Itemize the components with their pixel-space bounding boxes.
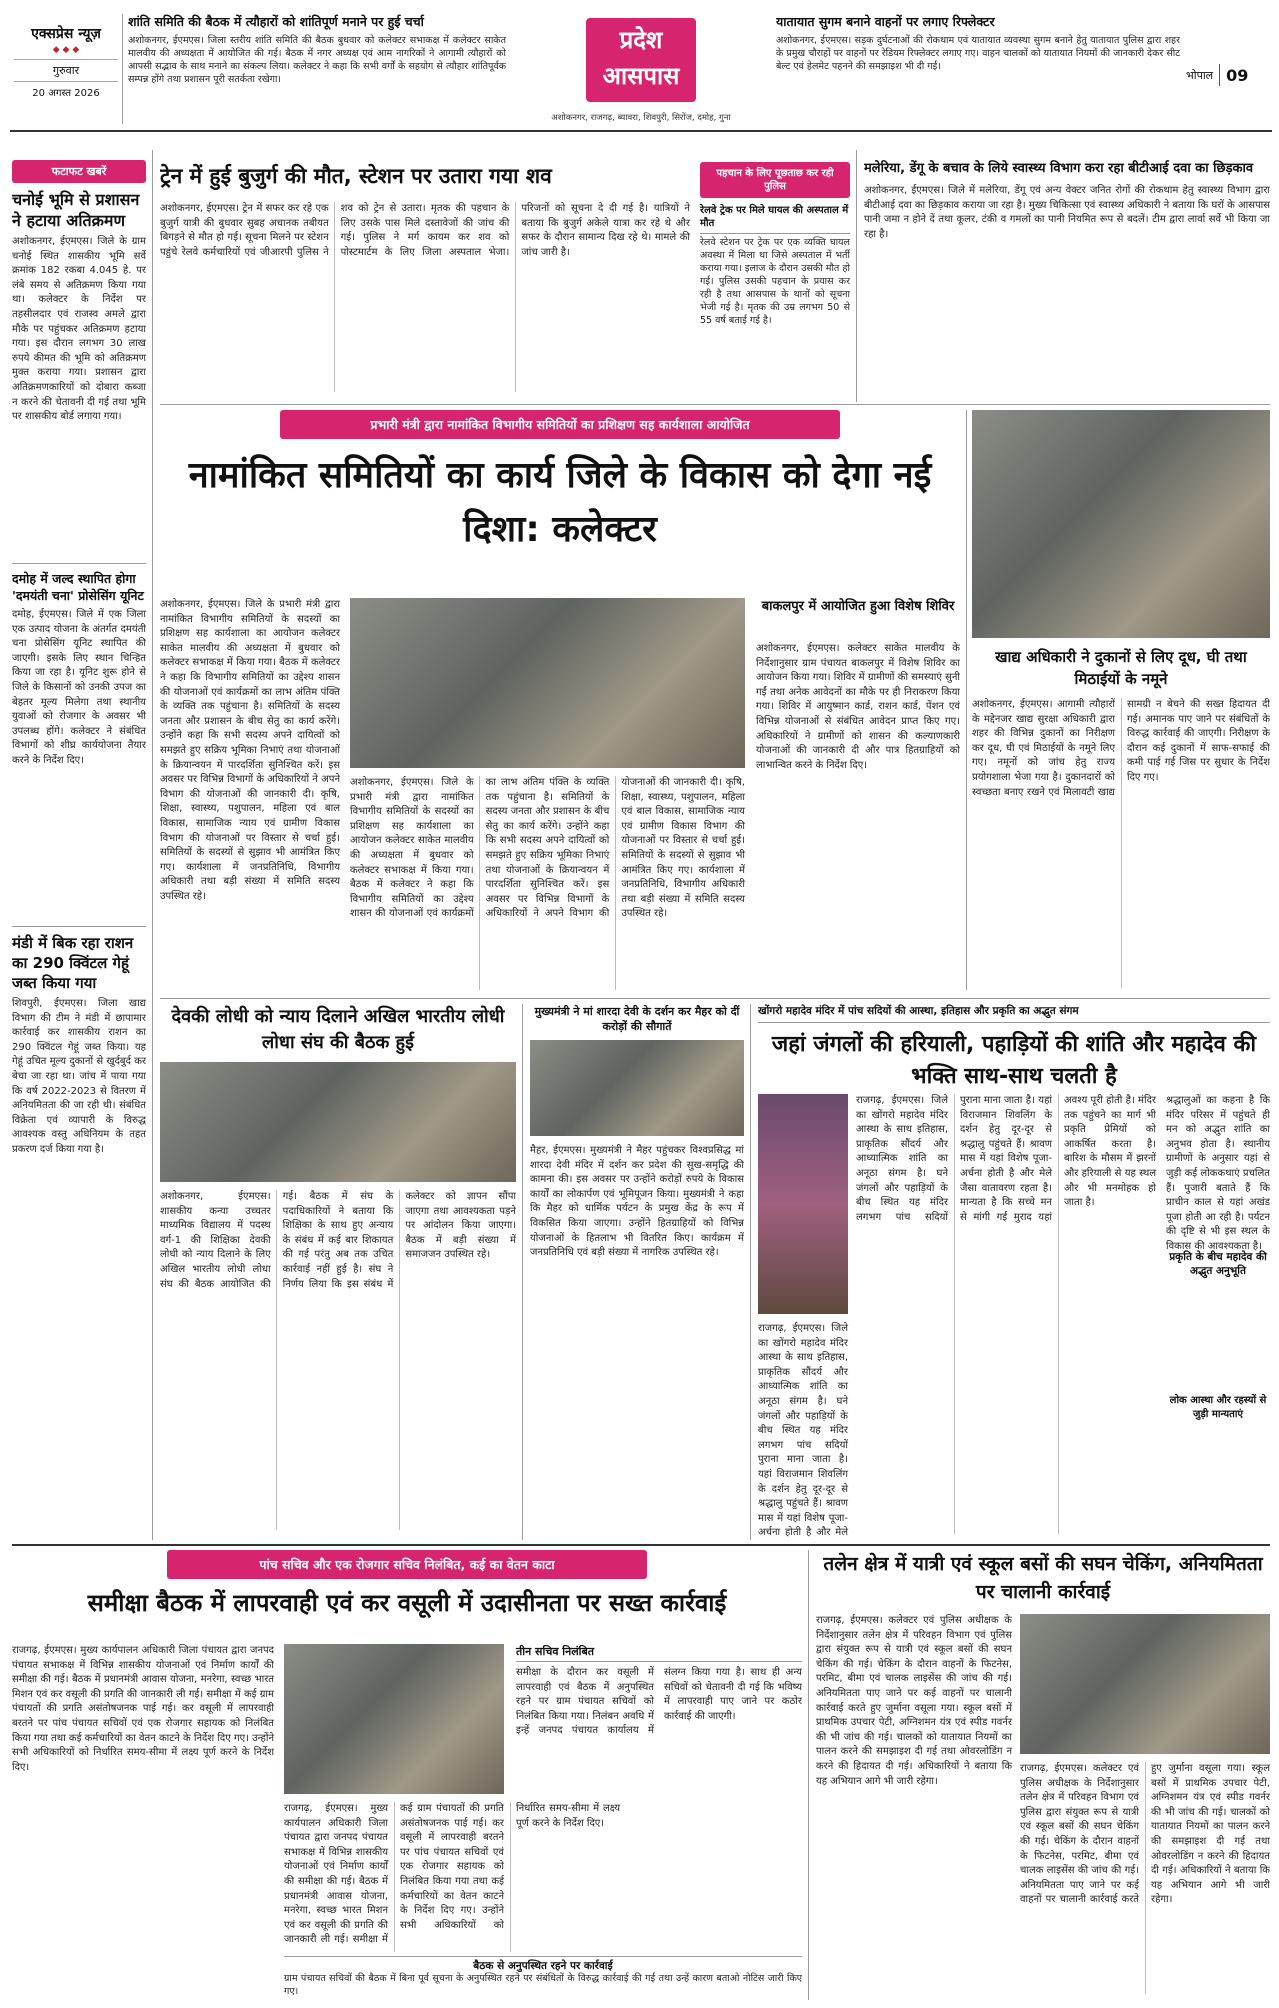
top-right-body: अशोकनगर, ईएमएस। सड़क दुर्घटनाओं की रोकथाम एवं यातायात व्यवस्था सुगम बनाने हेतु यातायात पुलिस द्वारा शहर के प्रमुख चौराहों पर वाहनों पर रेडियम रिफ्लेक्टर लगाए गए। वाहन चालकों को यातायात नियमों की जानकारी देकर सीट बेल्ट एवं हेलमेट पहनने की समझाइश भी दी गई। (776, 35, 1180, 72)
lead-story (160, 410, 960, 995)
review-body-left: राजगढ़, ईएमएस। मुख्य कार्यपालन अधिकारी जिला पंचायत द्वारा जनपद पंचायत सभाकक्ष में विभिन्न शासकीय योजनाओं एवं निर्माण कार्यों की समीक्षा की गई। बैठक में प्रधानमंत्री आवास योजना, मनरेगा, स्वच्छ भारत मिशन एवं कर वसूली की प्रगति की जानकारी ली गई। समीक्षा में कई ग्राम पंचायतों की प्रगति असंतोषजनक पाई गई। कर वसूली में लापरवाही बरतने पर पांच पंचायत सचिवों एवं एक रोजगार सहायक को निलंबित किया गया तथा कई कर्मचारियों का वेतन काटने के निर्देश दिए गए। उन्होंने सभी अधिकारियों को निर्धारित समय-सीमा में लक्ष्य पूर्ण करने के निर्देश दिए। (12, 1645, 278, 1773)
temple-body-right-2: राजगढ़, ईएमएस। जिले का खोंगरो महादेव मंदिर आस्था के साथ इतिहास, प्राकृतिक सौंदर्य और आध्यात्मिक शांति का अनूठा संगम है। घने जंगलों और पहाड़ियों के बीच स्थित यह मंदिर लगभग पांच सदियों पुराना माना जाता है। यहां विराजमान शिवलिंग के दर्शन हेतु दूर-दूर से श्रद्धालु पहुंचते हैं। श्रावण मास में यहां विशेष पूजा-अर्चना होती है और मेले (758, 1323, 848, 1539)
train-tag-2: रेलवे ट्रेक पर मिले घायल की अस्पताल में मौत (700, 204, 850, 234)
top-left-story (128, 14, 506, 122)
page-meta (1186, 60, 1272, 90)
temple-photo (758, 1094, 848, 1314)
masthead-left (14, 14, 118, 126)
section-districts: अशोकनगर, राजगढ़, ब्यावरा, शिवपुरी, सिरोंज, दमोह, गुना (551, 113, 731, 123)
brand-dots-icon: ◆ ◆ ◆ (52, 45, 80, 55)
lodhi-body: अशोकनगर, ईएमएस। शासकीय कन्या उच्चतर माध्यमिक विद्यालय में पदस्थ वर्ग-1 की शिक्षिका देवकी लोधी को न्याय दिलाने के लिए अखिल भारतीय लोधी लोधा संघ की बैठक आयोजित की गई। बैठक में संघ के पदाधिकारियों ने बताया कि शिक्षिका के साथ हुए अन्याय के संबंध में कई बार शिकायत की गई परंतु अब तक उचित कार्रवाई नहीं हुई है। संघ ने निर्णय लिया कि इस संबंध में कलेक्टर को ज्ञापन सौंपा जाएगा तथा आवश्यकता पड़ने पर आंदोलन किया जाएगा। बैठक में बड़ी संख्या में समाजजन उपस्थित रहे। (160, 1191, 516, 1290)
bus-body-right: राजगढ़, ईएमएस। कलेक्टर एवं पुलिस अधीक्षक के निर्देशानुसार तलेन क्षेत्र में परिवहन विभाग एवं पुलिस द्वारा संयुक्त रूप से यात्री एवं स्कूल बसों की सघन चेकिंग की गई। चेकिंग के दौरान वाहनों के फिटनेस, परमिट, बीमा एवं चालक लाइसेंस की जांच की गई। अनियमितता पाए जाने पर कई वाहनों पर चालानी कार्रवाई करते हुए जुर्माना वसूला गया। स्कूल बसों में प्राथमिक उपचार पेटी, अग्निशमन यंत्र एवं स्पीड गवर्नर की भी जांच की गई। चालकों को यातायात नियमों का पालन करने की समझाइश दी गई तथा ओवरलोडिंग न करने की हिदायत दी गई। अधिकारियों ने बताया कि यह अभियान आगे भी जारी रहेगा। (1020, 1763, 1270, 1906)
issue-day: गुरुवार (14, 59, 118, 78)
review-headline: समीक्षा बैठक में लापरवाही एवं कर वसूली में उदासीनता पर सख्त कार्रवाई (87, 1589, 727, 1617)
section-title-2: आसपास (602, 62, 680, 90)
issue-date: 20 अगस्त 2026 (14, 81, 118, 99)
lead-body-left: अशोकनगर, ईएमएस। जिले के प्रभारी मंत्री द्वारा नामांकित विभागीय समितियों के सदस्यों का प्रशिक्षण सह कार्यशाला का आयोजन कलेक्टर साकेत मालवीय की अध्यक्षता में बुधवार को कलेक्टर सभाकक्ष में किया गया। बैठक में कलेक्टर ने कहा कि विभागीय समितियों का उद्देश्य शासन की योजनाओं एवं कार्यक्रमों का लाभ अंतिम पंक्ति के व्यक्ति तक पहुंचाना है। समितियों के सदस्य जनता और प्रशासन के बीच सेतु का कार्य करेंगे। उन्होंने कहा कि सभी सदस्य अपने दायित्वों को समझते हुए सक्रिय भूमिका निभाएं तथा योजनाओं के क्रियान्वयन में पारदर्शिता सुनिश्चित करें। इस अवसर पर विभिन्न विभागों के अधिकारियों ने अपने विभाग की योजनाओं की जानकारी दी। कृषि, शिक्षा, स्वास्थ्य, पशुपालन, महिला एवं बाल विकास, सामाजिक न्याय एवं ग्रामीण विकास विभाग की योजनाओं पर विस्तार से चर्चा हुई। समितियों के सदस्यों से सुझाव भी आमंत्रित किए गए। कार्यशाला में जनप्रतिनिधि, विभागीय अधिकारी तथा बड़ी संख्या में समिति सदस्य उपस्थित रहे। (160, 599, 344, 902)
top-right-headline: यातायात सुगम बनाने वाहनों पर लगाए रिफ्लेक्टर (776, 14, 995, 29)
lead-side-body: अशोकनगर, ईएमएस। कलेक्टर साकेत मालवीय के निर्देशानुसार ग्राम पंचायत बाकलपुर में विशेष शिविर का आयोजन किया गया। शिविर में ग्रामीणों की समस्याएं सुनी गईं तथा अनेक आवेदनों का मौके पर ही निराकरण किया गया। शिविर में आयुष्मान कार्ड, राशन कार्ड, पेंशन एवं विभिन्न योजनाओं से संबंधित आवेदन प्राप्त किए गए। अधिकारियों ने ग्रामीणों को शासन की कल्याणकारी योजनाओं की जानकारी दी और पात्र हितग्राहियों को लाभान्वित करने के निर्देश दिए। (756, 643, 960, 771)
sidebar-headline-3: मंडी में बिक रहा राशन का 290 क्विंटल गेहूं जब्त किया गया (12, 934, 134, 992)
top-right-story (776, 14, 1180, 122)
bus-photo (1020, 1614, 1270, 1754)
temple-subhead-2: लोक आस्था और रहस्यों से जुड़ी मान्यताएं (1169, 1395, 1267, 1420)
temple-subhead-1: प्रकृति के बीच महादेव की अद्भुत अनुभूति (1169, 1251, 1267, 1277)
bus-story (816, 1550, 1270, 2000)
sidebar-headline-1: चनोई भूमि से प्रशासन ने हटाया अतिक्रमण (12, 190, 140, 230)
malaria-headline: मलेरिया, डेंगू के बचाव के लिये स्वास्थ्य विभाग करा रहा बीटीआई दवा का छिड़काव (864, 161, 1254, 176)
train-tag-1: पहचान के लिए पूछताछ कर रही पुलिस (700, 162, 850, 198)
train-body-2: रेलवे स्टेशन पर ट्रेक पर एक व्यक्ति घायल अवस्था में मिला था जिसे अस्पताल में भर्ती कराया गया। इलाज के दौरान उसकी मौत हो गई। पुलिस उसकी पहचान के प्रयास कर रही है तथा आसपास के थानों को सूचना भेजी गई है। मृतक की उम्र लगभग 50 से 55 वर्ष बताई गई है। (700, 237, 850, 326)
sidebar-body-3: शिवपुरी, ईएमएस। जिला खाद्य विभाग की टीम ने मंडी में छापामार कार्रवाई कर शासकीय राशन का 290 क्विंटल गेहूं जब्त किया। यह गेहूं उचित मूल्य दुकानों से खुर्दबुर्द कर बेचा जा रहा था। जांच में पाया गया कि वर्ष 2022-2023 से वितरण में अनियमितता की जा रही थी। संबंधित विक्रेता एवं व्यापारी के विरुद्ध आवश्यक वस्तु अधिनियम के तहत प्रकरण दर्ज किया गया है। (12, 998, 146, 1155)
section-title-1: प्रदेश (619, 26, 663, 54)
train-headline: ट्रेन में हुई बुजुर्ग की मौत, स्टेशन पर उतारा गया शव (160, 164, 552, 188)
food-headline: खाद्य अधिकारी ने दुकानों से लिए दूध, घी तथा मिठाईयों के नमूने (995, 648, 1247, 688)
sidebar-headline-2: दमोह में जल्द स्थापित होगा 'दमयंती चना' प्रोसेसिंग यूनिट (12, 571, 144, 603)
cm-headline: मुख्यमंत्री ने मां शारदा देवी के दर्शन कर मैहर को दीं करोड़ों की सौगातें (534, 1005, 740, 1033)
bus-headline: तलेन क्षेत्र में यात्री एवं स्कूल बसों की सघन चेकिंग, अनियमितता पर चालानी कार्रवाई (823, 1553, 1263, 1603)
lead-side-headline: बाकलपुर में आयोजित हुआ विशेष शिविर (761, 599, 955, 614)
sidebar-body-2: दमोह, ईएमएस। जिले में एक जिला एक उत्पाद योजना के अंतर्गत दमयंती चना प्रोसेसिंग यूनिट स्थापित की जाएगी। इसके लिए स्थान चिन्हित किया जा रहा है। यूनिट शुरू होने से जिले के किसानों को उनकी उपज का बेहतर मूल्य मिलेगा तथा स्थानीय युवाओं को रोजगार के अवसर भी उपलब्ध होंगे। कलेक्टर ने संबंधित विभागों को शीघ्र कार्ययोजना तैयार करने के निर्देश दिए। (12, 609, 146, 766)
malaria-body: अशोकनगर, ईएमएस। जिले में मलेरिया, डेंगू एवं अन्य वेक्टर जनित रोगों की रोकथाम हेतु स्वास्थ्य विभाग द्वारा बीटीआई दवा का छिड़काव कराया जा रहा है। मुख्य चिकित्सा एवं स्वास्थ्य अधिकारी ने बताया कि घरों के आसपास पानी जमा न होने दें तथा कूलर, टंकी व गमलों का पानी नियमित रूप से बदलें। टीम द्वारा लार्वा सर्वे भी किया जा रहा है। (864, 185, 1270, 240)
bus-body-left: राजगढ़, ईएमएस। कलेक्टर एवं पुलिस अधीक्षक के निर्देशानुसार तलेन क्षेत्र में परिवहन विभाग एवं पुलिस द्वारा संयुक्त रूप से यात्री एवं स्कूल बसों की सघन चेकिंग की गई। चेकिंग के दौरान वाहनों के फिटनेस, परमिट, बीमा एवं चालक लाइसेंस की जांच की गई। अनियमितता पाए जाने पर कई वाहनों पर चालानी कार्रवाई करते हुए जुर्माना वसूला गया। स्कूल बसों में प्राथमिक उपचार पेटी, अग्निशमन यंत्र एवं स्पीड गवर्नर की भी जांच की गई। चालकों को यातायात नियमों का पालन करने की समझाइश दी गई तथा ओवरलोडिंग न करने की हिदायत दी गई। अधिकारियों ने बताया कि यह अभियान आगे भी जारी रहेगा। (816, 1615, 1016, 1787)
temple-kicker: खोंगरो महादेव मंदिर में पांच सदियों की आस्था, इतिहास और प्रकृति का अद्भुत संगम (758, 1004, 1270, 1023)
food-photo (972, 410, 1270, 638)
temple-headline: जहां जंगलों की हरियाली, पहाड़ियों की शांति और महादेव की भक्ति साथ-साथ चलती है (771, 1032, 1257, 1089)
page-number: 09 (1226, 65, 1249, 85)
temple-body-right: श्रद्धालुओं का कहना है कि मंदिर परिसर में पहुंचते ही मन को अद्भुत शांति का अनुभव होता है। स्थानीय ग्रामीणों के अनुसार यहां से जुड़ी कई लोककथाएं प्रचलित हैं। पुजारी बताते हैं कि प्राचीन काल से यहां अखंड पूजा होती आ रही है। पर्यटन की दृष्टि से भी इस स्थल के विकास की आवश्यकता है। (1166, 1095, 1270, 1252)
lead-headline: नामांकित समितियों का कार्य जिले के विकास को देगा नई दिशा: कलेक्टर (188, 455, 932, 550)
news-sidebar (12, 160, 146, 1540)
lead-photo (350, 598, 745, 768)
review-photo (284, 1644, 504, 1794)
cm-photo (530, 1040, 744, 1136)
review-kicker: पांच सचिव और एक रोजगार सचिव निलंबित, कई का वेतन काटा (167, 1550, 647, 1579)
train-body: अशोकनगर, ईएमएस। ट्रेन में सफर कर रहे एक बुजुर्ग यात्री की बुधवार सुबह अचानक तबीयत बिगड़ने से मौत हो गई। सूचना मिलने पर स्टेशन पहुंचे रेलवे कर्मचारियों एवं जीआरपी पुलिस ने शव को ट्रेन से उतारा। मृतक की पहचान के लिए उसके पास मिले दस्तावेजों की जांच की गई। पुलिस ने मर्ग कायम कर शव को पोस्टमार्टम के लिए जिला अस्पताल भेजा। परिजनों को सूचना दे दी गई है। यात्रियों ने बताया कि बुजुर्ग अकेले यात्रा कर रहे थे और सफर के दौरान सामान्य दिख रहे थे। मामले की जांच जारी है। (160, 203, 694, 258)
review-story (12, 1550, 802, 2000)
review-box-body: समीक्षा के दौरान कर वसूली में लापरवाही एवं बैठक में अनुपस्थित रहने पर ग्राम पंचायत सचिवों को निलंबित किया गया। निलंबन अवधि में इन्हें जनपद पंचायत कार्यालय में संलग्न किया गया है। साथ ही अन्य सचिवों को चेतावनी दी गई कि भविष्य में लापरवाही पाए जाने पर कठोर कार्रवाई की जाएगी। (516, 1667, 802, 1737)
review-box-head: तीन सचिव निलंबित (516, 1644, 802, 1662)
food-body: अशोकनगर, ईएमएस। आगामी त्यौहारों के मद्देनजर खाद्य सुरक्षा अधिकारी द्वारा शहर की विभिन्न दुकानों का निरीक्षण कर दूध, घी एवं मिठाईयों के नमूने लिए गए। नमूनों को जांच हेतु राज्य प्रयोगशाला भेजा गया है। दुकानदारों को स्वच्छता बनाए रखने एवं मिलावटी खाद्य सामग्री न बेचने की सख्त हिदायत दी गई। अमानक पाए जाने पर संबंधितों के विरुद्ध कार्रवाई की जाएगी। निरीक्षण के दौरान कई दुकानों में साफ-सफाई की कमी पाई गई जिस पर सुधार के निर्देश दिए गए। (972, 699, 1270, 798)
lead-body-bottom: अशोकनगर, ईएमएस। जिले के प्रभारी मंत्री द्वारा नामांकित विभागीय समितियों के सदस्यों का प्रशिक्षण सह कार्यशाला का आयोजन कलेक्टर साकेत मालवीय की अध्यक्षता में बुधवार को कलेक्टर सभाकक्ष में किया गया। बैठक में कलेक्टर ने कहा कि विभागीय समितियों का उद्देश्य शासन की योजनाओं एवं कार्यक्रमों का लाभ अंतिम पंक्ति के व्यक्ति तक पहुंचाना है। समितियों के सदस्य जनता और प्रशासन के बीच सेतु का कार्य करेंगे। उन्होंने कहा कि सभी सदस्य अपने दायित्वों को समझते हुए सक्रिय भूमिका निभाएं तथा योजनाओं के क्रियान्वयन में पारदर्शिता सुनिश्चित करें। इस अवसर पर विभिन्न विभागों के अधिकारियों ने अपने विभाग की योजनाओं की जानकारी दी। कृषि, शिक्षा, स्वास्थ्य, पशुपालन, महिला एवं बाल विकास, सामाजिक न्याय एवं ग्रामीण विकास विभाग की योजनाओं पर विस्तार से चर्चा हुई। समितियों के सदस्यों से सुझाव भी आमंत्रित किए गए। कार्यशाला में जनप्रतिनिधि, विभागीय अधिकारी तथा बड़ी संख्या में समिति सदस्य उपस्थित रहे। (350, 777, 749, 920)
review-body-mid: राजगढ़, ईएमएस। मुख्य कार्यपालन अधिकारी जिला पंचायत द्वारा जनपद पंचायत सभाकक्ष में विभिन्न शासकीय योजनाओं एवं निर्माण कार्यों की समीक्षा की गई। बैठक में प्रधानमंत्री आवास योजना, मनरेगा, स्वच्छ भारत मिशन एवं कर वसूली की प्रगति की जानकारी ली गई। समीक्षा में कई ग्राम पंचायतों की प्रगति असंतोषजनक पाई गई। कर वसूली में लापरवाही बरतने पर पांच पंचायत सचिवों एवं एक रोजगार सहायक को निलंबित किया गया तथा कई कर्मचारियों का वेतन काटने के निर्देश दिए गए। उन्होंने सभी अधिकारियों को निर्धारित समय-सीमा में लक्ष्य पूर्ण करने के निर्देश दिए। (284, 1803, 624, 1946)
cm-body: मैहर, ईएमएस। मुख्यमंत्री ने मैहर पहुंचकर विश्वप्रसिद्ध मां शारदा देवी मंदिर में दर्शन कर प्रदेश की सुख-समृद्धि की कामना की। इस अवसर पर उन्होंने करोड़ों रुपये के विकास कार्यों का लोकार्पण एवं भूमिपूजन किया। मुख्यमंत्री ने कहा कि मैहर को धार्मिक पर्यटन के प्रमुख केंद्र के रूप में विकसित किया जाएगा। उन्होंने हितग्राहियों को विभिन्न योजनाओं के हितलाभ भी वितरित किए। कार्यक्रम में जनप्रतिनिधि एवं बड़ी संख्या में नागरिक उपस्थित रहे। (530, 1145, 744, 1259)
malaria-story (864, 160, 1270, 400)
sidebar-tag: फटाफट खबरें (12, 160, 146, 183)
review-strip-head: बैठक से अनुपस्थित रहने पर कार्रवाई (284, 1956, 802, 1973)
temple-body: राजगढ़, ईएमएस। जिले का खोंगरो महादेव मंदिर आस्था के साथ इतिहास, प्राकृतिक सौंदर्य और आध्यात्मिक शांति का अनूठा संगम है। घने जंगलों और पहाड़ियों के बीच स्थित यह मंदिर लगभग पांच सदियों पुराना माना जाता है। यहां विराजमान शिवलिंग के दर्शन हेतु दूर-दूर से श्रद्धालु पहुंचते हैं। श्रावण मास में यहां विशेष पूजा-अर्चना होती है और मेले जैसा वातावरण रहता है। मान्यता है कि सच्चे मन से मांगी गई मुराद यहां अवश्य पूरी होती है। मंदिर तक पहुंचने का मार्ग भी प्रकृति प्रेमियों को आकर्षित करता है। बारिश के मौसम में झरनों और हरियाली से यह स्थल और भी मनमोहक हो जाता है। (856, 1095, 1160, 1223)
lead-kicker: प्रभारी मंत्री द्वारा नामांकित विभागीय समितियों का प्रशिक्षण सह कार्यशाला आयोजित (280, 410, 840, 439)
top-left-body: अशोकनगर, ईएमएस। जिला स्तरीय शांति समिति की बैठक बुधवार को कलेक्टर सभाकक्ष में कलेक्टर साकेत मालवीय की अध्यक्षता में आयोजित की गई। बैठक में नगर अध्यक्ष एवं आम नागरिकों ने आगामी त्यौहारों को आपसी सद्भाव के साथ मनाने का संकल्प लिया। कलेक्टर ने कहा कि सभी वर्गों के सहयोग से त्यौहार शांतिपूर्वक सम्पन्न होंगे तथा प्रशासन पूरी सतर्कता रखेगा। (128, 35, 506, 85)
cm-story (530, 1004, 744, 1540)
top-left-headline: शांति समिति की बैठक में त्यौहारों को शांतिपूर्ण मनाने पर हुई चर्चा (128, 14, 424, 29)
temple-story (758, 1004, 1270, 1540)
lodhi-headline: देवकी लोधी को न्याय दिलाने अखिल भारतीय लोधी लोधा संघ की बैठक हुई (171, 1006, 505, 1053)
sidebar-body-1: अशोकनगर, ईएमएस। जिले के ग्राम चनोई स्थित शासकीय भूमि सर्वे क्रमांक 182 रकबा 4.045 हे. पर लंबे समय से अतिक्रमण किया गया था। कलेक्टर के निर्देश पर तहसीलदार एवं राजस्व अमले द्वारा मौके पर पहुंचकर अतिक्रमण हटाया गया। इस दौरान लगभग 30 लाख रुपये कीमत की भूमि को अतिक्रमण मुक्त कराया गया। प्रशासन द्वारा अतिक्रमणकारियों को दोबारा कब्जा न करने की चेतावनी दी गई तथा भूमि पर शासकीय बोर्ड लगाया गया। (12, 236, 146, 423)
brand-name: एक्सप्रेस न्यूज़ (31, 26, 101, 42)
section-title-box (586, 18, 696, 102)
lodhi-photo (160, 1062, 516, 1182)
lodhi-story (160, 1004, 516, 1540)
food-story (972, 410, 1270, 995)
train-story (160, 160, 850, 400)
section-logo (514, 10, 768, 128)
page-city: भोपाल (1186, 68, 1214, 82)
review-strip-body: ग्राम पंचायत सचिवों की बैठक में बिना पूर्व सूचना के अनुपस्थित रहने पर संबंधितों के विरुद्ध कार्रवाई की गई तथा उन्हें कारण बताओ नोटिस जारी किए गए। (284, 1973, 802, 1997)
